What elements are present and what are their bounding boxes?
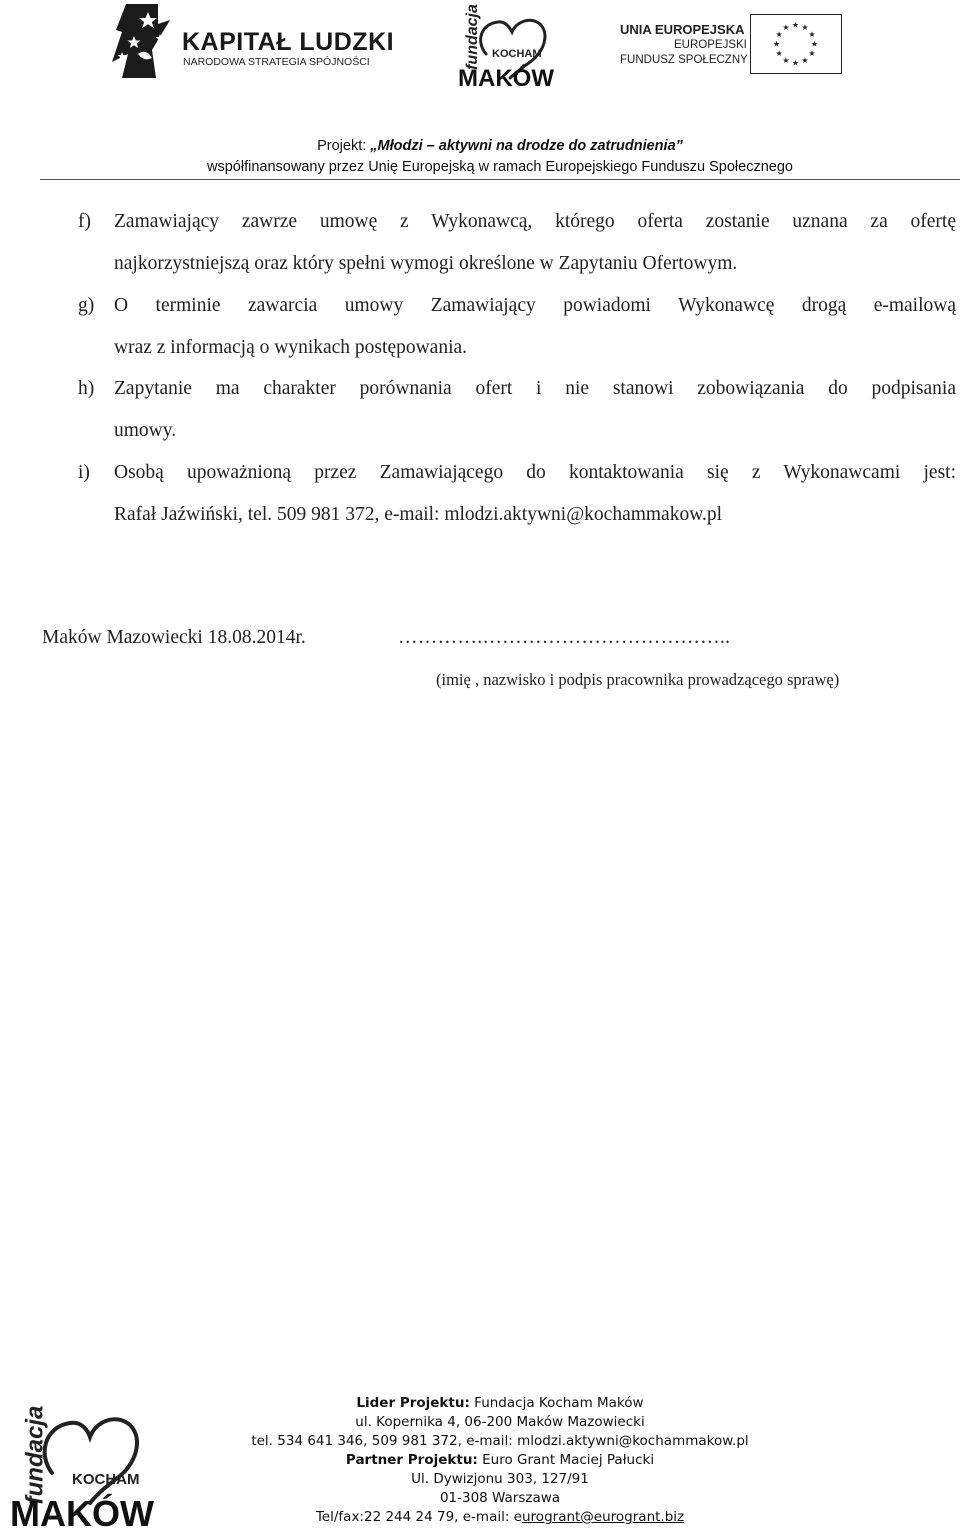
project-prefix: Projekt: [317,138,371,154]
eu-star-icon: ★ [810,39,819,49]
footer-partner-address: Ul. Dywizjonu 303, 127/91 [411,1471,589,1487]
footer-partner-email-link[interactable]: urogrant@eurogrant.biz [522,1509,685,1525]
list-item-letter: f) [78,211,91,232]
place-date: Maków Mazowiecki 18.08.2014r. [42,627,306,648]
list-item-line: Zapytanie ma charakter porównania ofert i nie stanowi zobowiązania do podpisania [114,378,956,399]
footer-leader-address: ul. Kopernika 4, 06-200 Maków Mazowiecki [355,1414,645,1430]
eu-star-icon: ★ [782,23,790,33]
unia-europejska-logo [620,14,844,76]
footer-leader-contact: tel. 534 641 346, 509 981 372, e-mail: mlodzi.aktywni@kochammakow.pl [251,1433,749,1449]
eu-star-icon: ★ [791,20,800,30]
kocham-makow-makow: MAKÓW [458,65,554,92]
ue-line-2: EUROPEJSKI [674,39,747,51]
footer-partner-phone: Tel/fax:22 244 24 79, e-mail: e [315,1509,522,1525]
list-item-line: umowy. [114,420,177,441]
list-item-line: Zamawiający zawrze umowę z Wykonawcą, którego oferta zostanie uznana za ofertę [114,211,956,232]
footer-leader [200,1395,800,1411]
footer-logo-kocham: KOCHAM [72,1471,140,1488]
eu-star-icon: ★ [801,23,809,33]
kapital-ludzki-emblem-icon [108,2,174,80]
header-divider [40,179,960,180]
footer-partner-phone-line [200,1509,800,1525]
footer-partner [200,1452,800,1468]
list-item-letter: i) [78,462,90,483]
ue-line-3: FUNDUSZ SPOŁECZNY [620,54,748,66]
list-item-line: Rafał Jaźwiński, tel. 509 981 372, e-mail: mlodzi.aktywni@kochammakow.pl [114,504,723,525]
footer-logo-makow: MAKÓW [10,1493,154,1534]
project-title: „Młodzi – aktywni na drodze do zatrudnienia” [370,138,683,154]
kapital-ludzki-subtitle: NARODOWA STRATEGIA SPÓJNOŚCI [183,56,370,68]
eu-flag-icon [750,14,842,74]
project-title-line [0,138,960,154]
kocham-makow-fundacja: fundacja [463,4,481,70]
signature-line: ………….……………………………….. [398,627,731,648]
list-item-line: O terminie zawarcia umowy Zamawiający powiadomi Wykonawcę drogą e-mailową [114,295,956,316]
cofinanced-line: współfinansowany przez Unię Europejską w ramach Europejskiego Funduszu Społecznego [207,159,793,175]
list-item-line: wraz z informacją o wynikach postępowania. [114,337,468,358]
footer-kocham-makow-logo [0,1393,154,1537]
list-item-line: najkorzystniejszą oraz który spełni wymogi określone w Zapytaniu Ofertowym. [114,253,738,274]
eu-star-icon: ★ [808,49,816,58]
footer-partner-label: Partner Projektu: [345,1452,478,1468]
footer-logo-fundacja: fundacja [21,1405,49,1505]
eu-star-icon: ★ [775,49,783,58]
footer-leader-label: Lider Projektu: [356,1395,470,1411]
eu-star-icon: ★ [772,39,781,49]
ue-line-1: UNIA EUROPEJSKA [620,22,745,37]
eu-star-icon: ★ [775,30,783,39]
eu-star-icon: ★ [801,55,809,65]
list-item-line: Osobą upoważnioną przez Zamawiającego do kontaktowania się z Wykonawcami jest: [114,462,956,483]
signature-caption: (imię , nazwisko i podpis pracownika prowadzącego sprawę) [436,670,840,689]
eu-star-icon: ★ [782,55,790,65]
footer-partner-city: 01-308 Warszawa [439,1490,561,1506]
kapital-ludzki-title: KAPITAŁ LUDZKI [182,28,395,56]
eu-star-icon: ★ [808,30,816,39]
list-item-letter: g) [78,295,95,316]
footer-leader-name: Fundacja Kocham Maków [469,1395,644,1411]
kapital-ludzki-logo [108,2,395,82]
list-item-letter: h) [78,378,95,399]
kocham-makow-logo [446,2,558,96]
kocham-makow-kocham: KOCHAM [492,48,542,60]
eu-star-icon: ★ [791,58,800,68]
footer-partner-name: Euro Grant Maciej Pałucki [477,1452,655,1468]
